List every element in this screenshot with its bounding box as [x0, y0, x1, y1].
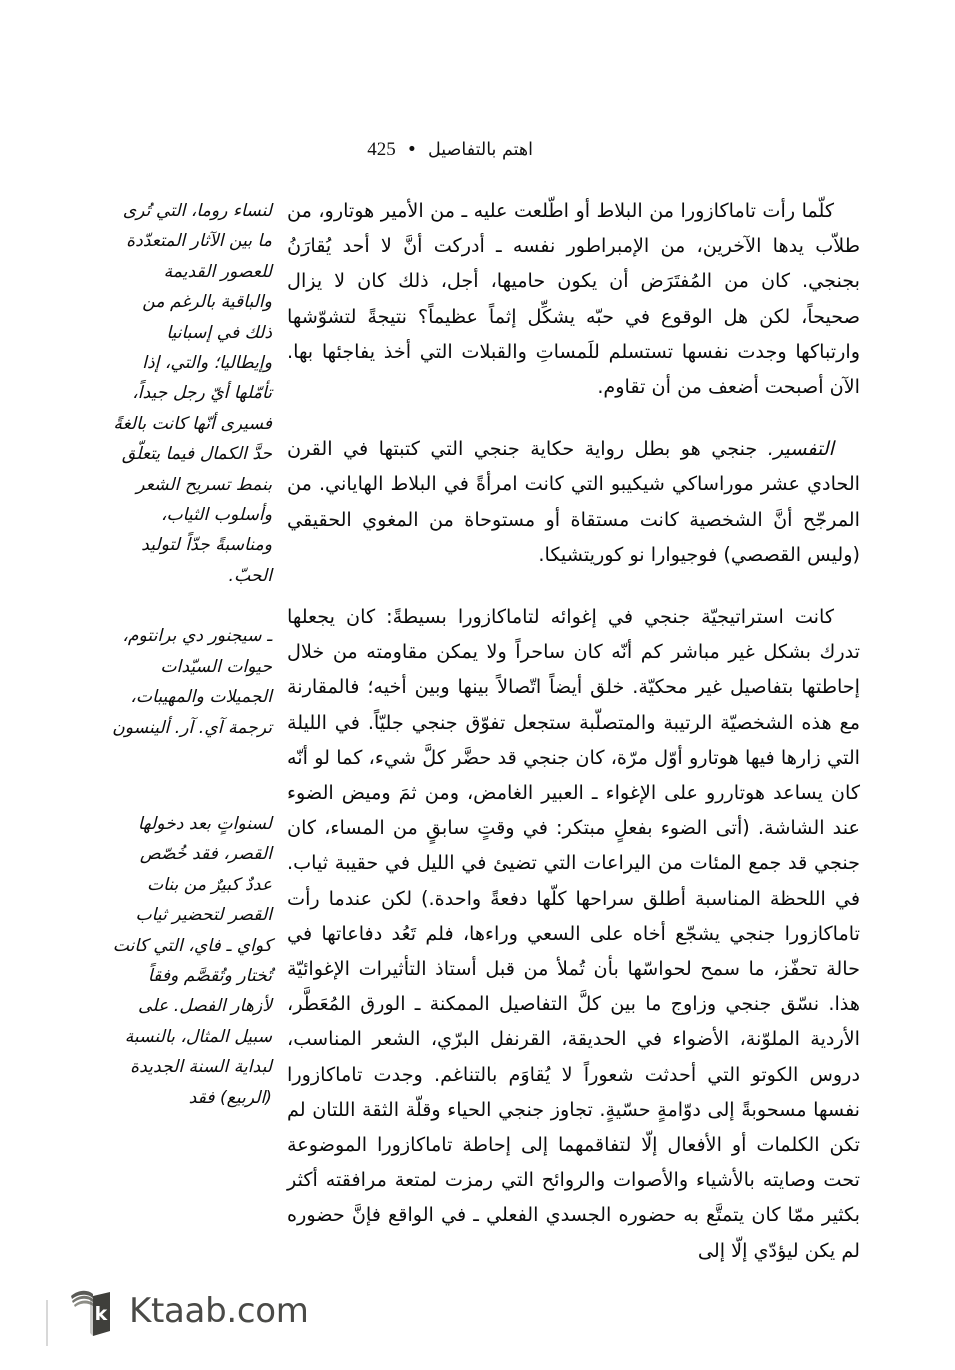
- main-text-column: [287, 193, 860, 1268]
- svg-text:k: k: [94, 1303, 108, 1325]
- running-head: [113, 139, 533, 162]
- paragraph-lead-in-label: التفسير.: [767, 437, 834, 461]
- page-number: 425: [367, 139, 396, 160]
- margin-spacer-1: [112, 591, 272, 621]
- margin-note-quote-2: لسنواتٍ بعد دخولها القصر، فقد خُصّص عددٌ كبيرٌ من بنات القصر لتحضير ثياب كواي ـ فاي، التي كانت تُختار وتُقصَّم وفقاً لأزهار الفصل. على سبيل المثال، بالنسبة لبداية السنة الجديدة (الربيع) فقد: [112, 813, 272, 1108]
- body-paragraph-3: كانت استراتيجيّة جنجي في إغوائه لتاماكازورا بسيطةً: كان يجعلها تدرك بشكل غير مباشر كم أنّه كان ساحراً ولا يمكن مقاومته من خلال إحاطتها بتفاصيل غير محكيّة. خلق أيضاً اتّصالاً بينها وبين أخيه؛ فالمقارنة مع هذه الشخصيّة الرتيبة والمتصلّبة ستجعل تفوّق جنجي جليّاً. في الليلة التي زارها فيها هوتارو أوّل مرّة، كان جنجي قد حضَّر كلَّ شيء، كما لو أنّه كان يساعد هوتاررو على الإغواء ـ العبير الغامض، ومن ثمَ وميض الضوء عند الشاشة. (أتى الضوء بفعلٍ مبتكر: في وقتٍ سابقٍ من المساء، كان جنجي قد جمع المئات من اليراعات التي تضيئ في الليل في حقيبة ثياب. في اللحظة المناسبة أطلق سراحها كلّها دفعةً واحدة.) لكن عندما رأت تاماكازورا جنجي يشجّع أخاه على السعي وراءها، فلم تَعُد دفاعاتها في حالة تحفّز، ما سمح لحواسّها بأن تُملأ من قبل أستاذ التأثيرات الإغوائيّة هذا. نسّق جنجي وزاوج ما بين كلَّ التفاصيل الممكنة ـ الورق المُعَطَّر، الأردية الملوّنة، الأضواء في الحديقة، القرنفل البرّي، الشعر المناسب، دروس الكوتو التي أحدثت شعوراً لا يُقاوَم بالتناغم. وجدت تاماكازورا نفسها مسحوبةً إلى دوّامةٍ حسّيةٍ. تجاوز جنجي الحياء وقلّة الثقة اللتان لم تكن الكلمات أو الأفعال إلّا لتفاقمهما إلى إحاطة تاماكازورا الموضوعة تحت وصايته بالأشياء والأصوات والروائح التي رمزت لمتعة مرافقته أكثر بكثير ممّا كان يتمتَّع به حضوره الجسدي الفعلي ـ في الواقع فإنَّ حضوره لم يكن ليؤدّي إلّا إلى: [287, 605, 860, 1262]
- running-head-chapter-title: اهتم بالتفاصيل: [428, 140, 533, 160]
- site-watermark: [68, 1283, 309, 1339]
- running-head-separator-dot: •: [406, 139, 418, 160]
- margin-note-quote-1: لنساء روما، التي تُرى ما بين الآثار المتعدّدة للعصور القديمة والباقية بالرغم من ذلك في إسبانيا وإيطاليا؛ والتي، إذا تأمّلها أيّ رجل جيداً، فسيرى أنّها كانت بالغةً حدَّ الكمال فيما يتعلّق بنمط تسريح الشعر وأسلوب الثياب، ومناسبةً جدّاً لتوليد الحبّ.: [113, 201, 272, 586]
- body-paragraph-2: [287, 431, 860, 572]
- watermark-brand-text: Ktaab.com: [129, 1291, 309, 1331]
- body-paragraph-2-text: جنجي هو بطل رواية حكاية جنجي التي كتبتها في القرن الحادي عشر موراساكي شيكيبو التي كانت امرأةً في البلاط الهاياني. من المرجّح أنَّ الشخصية كانت مستقاة أو مستوحاة من المغوي الحقيقي (وليس القصصي) فوجيوارا نو كوريتشيكا.: [287, 437, 860, 566]
- open-book-icon: [68, 1283, 116, 1339]
- page-edge-tick: [46, 1300, 48, 1346]
- margin-notes-column: [112, 196, 272, 1113]
- margin-note-attribution-1: ـ سيجنور دي برانتوم، حيوات السيّدات الجميلات والمهيبات، ترجمة آي. آر. ألينسون: [112, 626, 272, 738]
- margin-spacer-2: [112, 743, 272, 809]
- body-paragraph-1: كلّما رأت تاماكازورا من البلاط أو اطّلعت عليه ـ من الأمير هوتارو، من طلاّب يدها الآخرين، من الإمبراطور نفسه ـ أدركت أنَّ لا أحد يُقارَنُ بجنجي. كان من المُفتَرَض أن يكون حاميها، أجل، ذلك كان لا يزال صحيحاً، لكن هل الوقوع في حبّه يشكِّل إثماً عظيماً؟ نتيجةً لتشوّشها وارتباكها وجدت نفسها تستسلم للَمساتِ والقبلات التي أخذ يفاجئها بها. الآن أصبحت أضعف من أن تقاوم.: [287, 199, 860, 399]
